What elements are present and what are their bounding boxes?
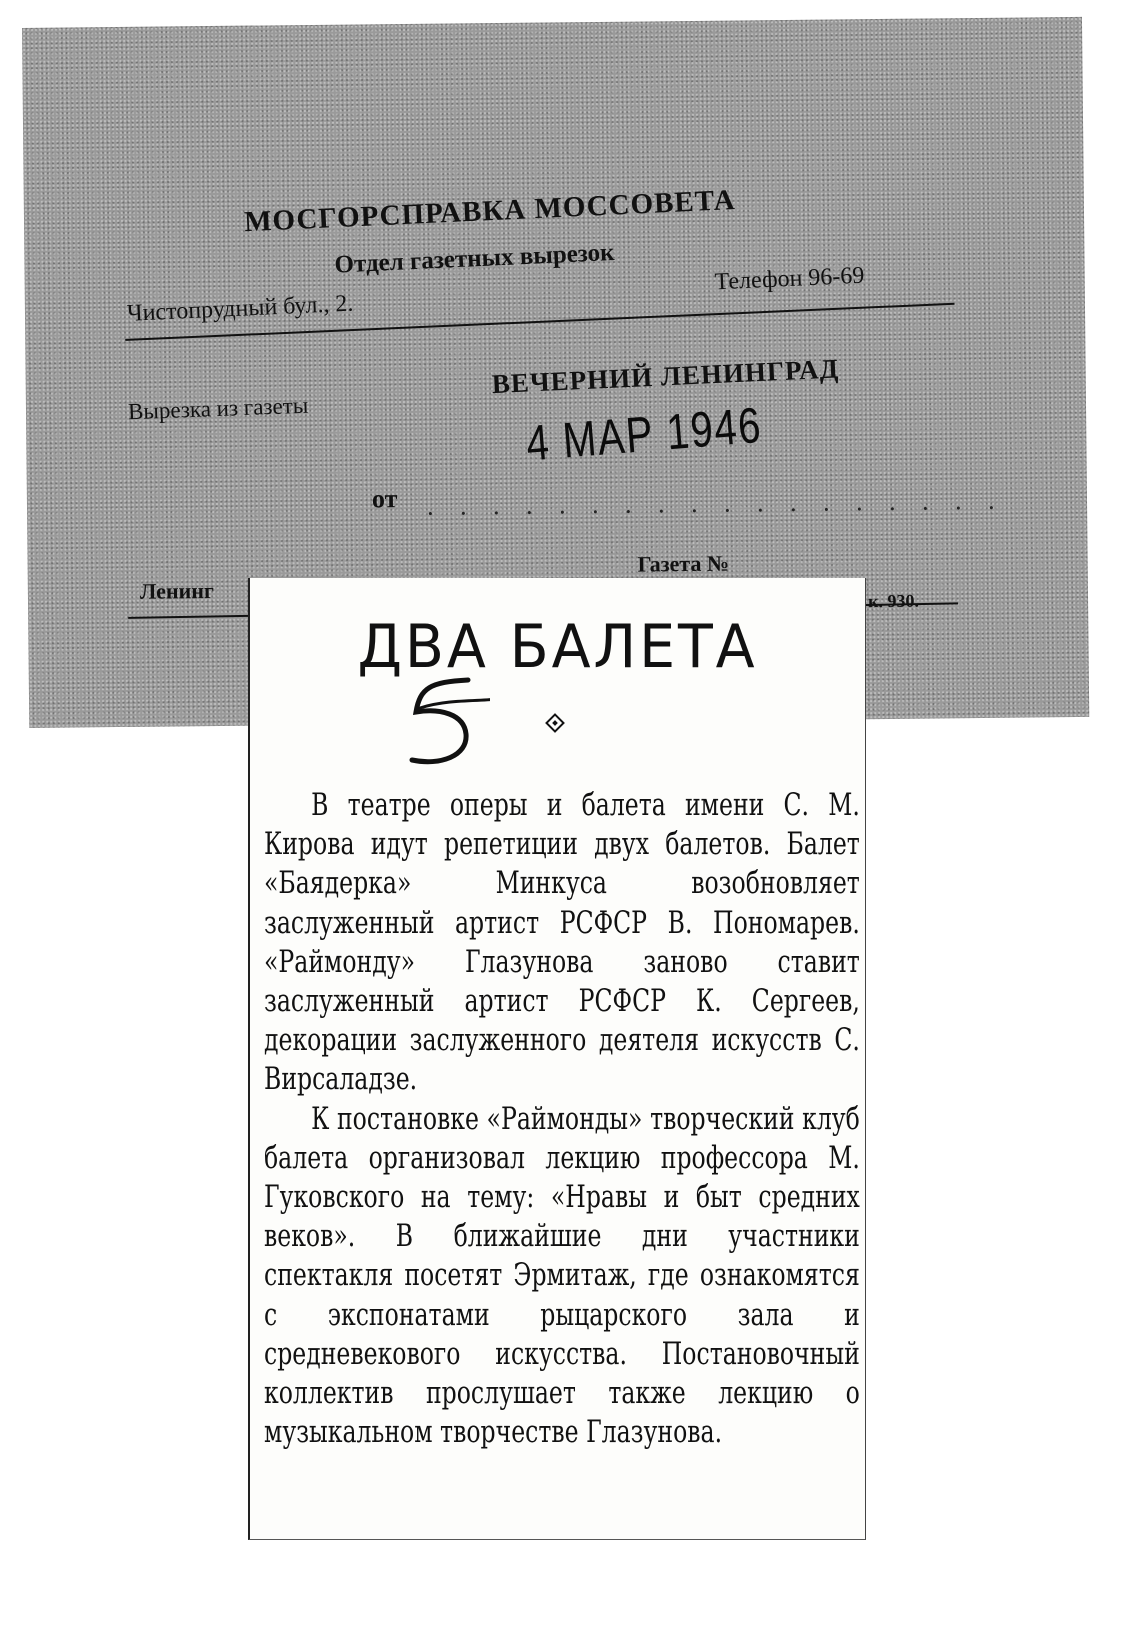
bureau-title: МОСГОРСПРАВКА МОССОВЕТА: [243, 183, 737, 239]
article-paragraph: В театре оперы и балета имени С. М. Кирова идут репетиции двух балетов. Балет «Баядерка» Минкуса возобновляет заслуженный артист РСФСР В. Пономарев. «Раймонду» Глазунова заново ставит заслуженный артист РСФСР К. Сергеев, декорации заслуженного деятеля искусств С. Вирсаладзе.: [264, 787, 860, 1098]
date-stamp: 4 МАР 1946: [524, 396, 765, 472]
diamond-ornament-icon: [545, 713, 565, 733]
bureau-address: Чистопрудный бул., 2.: [126, 290, 354, 327]
article-headline: ДВА БАЛЕТА: [357, 612, 758, 682]
handwritten-number-mark: [390, 668, 490, 778]
article-body: [264, 786, 860, 1452]
bureau-phone: Телефон 96-69: [714, 262, 865, 296]
clip-source-label: Вырезка из газеты: [127, 392, 309, 425]
bureau-department: Отдел газетных вырезок: [333, 238, 616, 279]
date-fill-dots: . . . . . . . . . . . . . . . . . .: [426, 485, 1005, 521]
article-paragraph: К постановке «Раймонды» творческий клуб балета организовал лекцию профессора М. Гуковского на тему: «Нравы и быт средних веков». В ближайшие дни участники спектакля посетят Эрмитаж, где ознакомятся с экспонатами рыцарского зала и средневекового искусства. Постановочный коллектив прослушает также лекцию о музыкальном творчестве Глазунова.: [264, 1100, 860, 1451]
city-fragment: Ленинг: [139, 578, 215, 604]
order-fragment: к. 930.: [867, 590, 920, 612]
newspaper-name: ВЕЧЕРНИЙ ЛЕНИНГРАД: [491, 353, 840, 400]
newspaper-clipping: [248, 578, 866, 1540]
gazeta-number-label: Газета №: [637, 550, 730, 577]
date-from-label: от: [371, 484, 398, 514]
